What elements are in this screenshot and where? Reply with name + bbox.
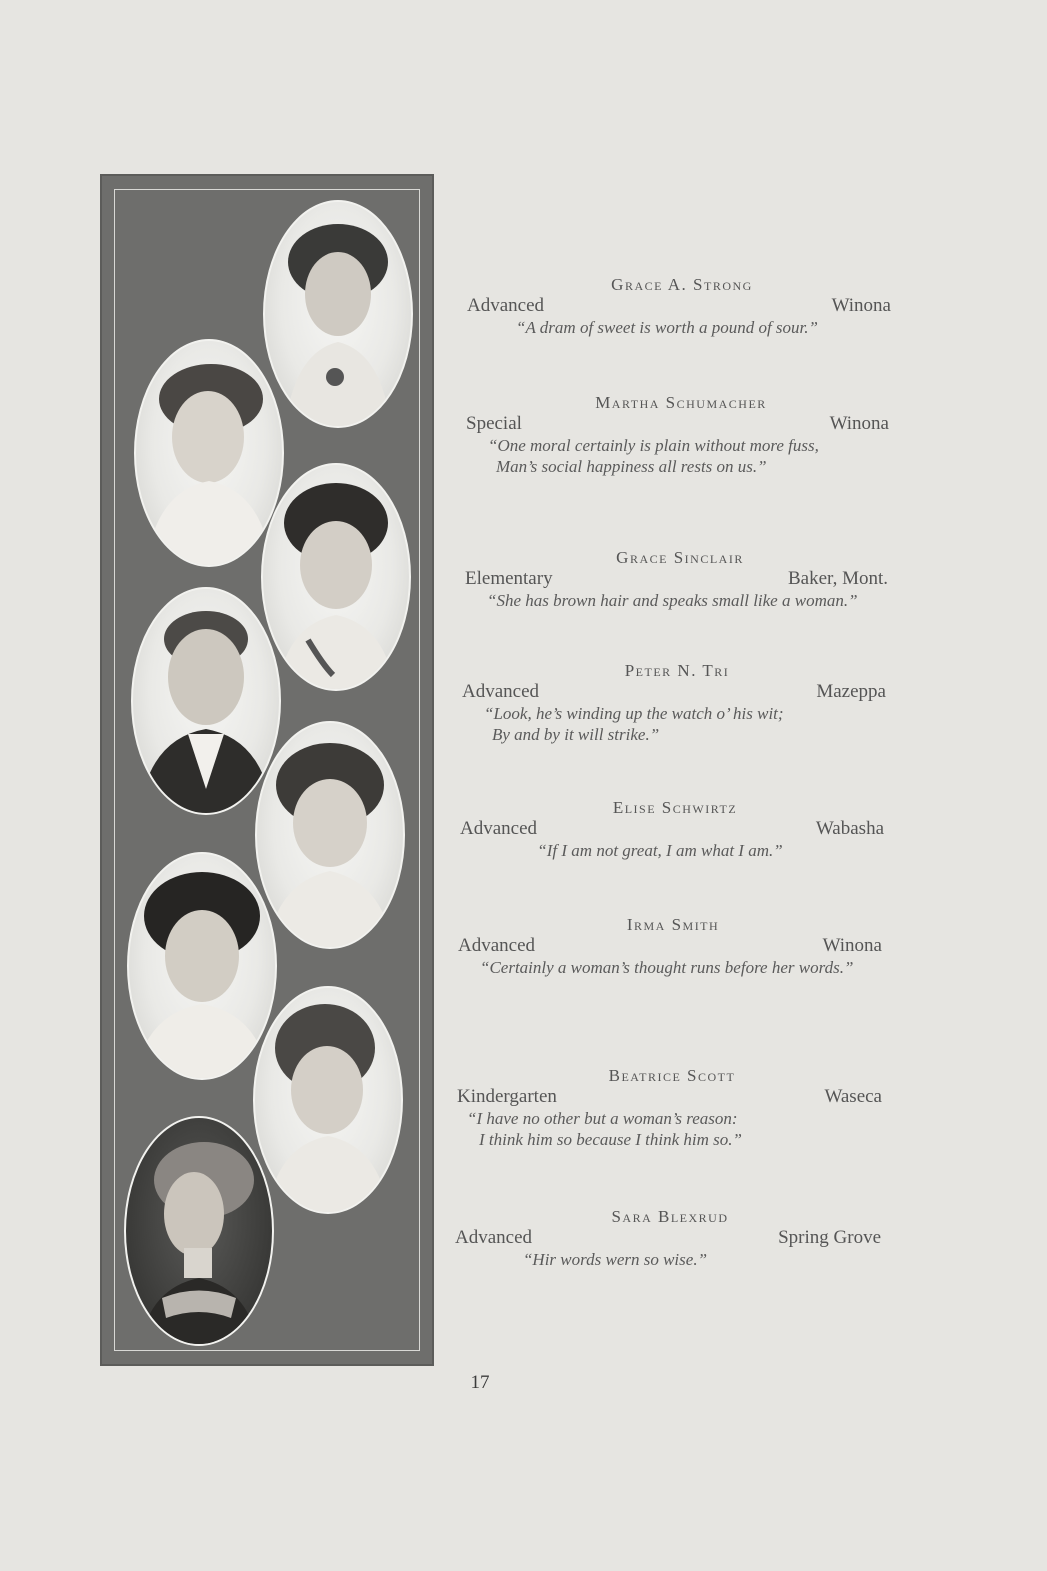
- student-hometown: Winona: [822, 935, 882, 956]
- student-info-row: [455, 1227, 881, 1249]
- student-hometown: Winona: [831, 295, 891, 316]
- student-name: Irma Smith: [626, 915, 720, 934]
- student-hometown: Baker, Mont.: [787, 568, 888, 589]
- entry-sara-blexrud: [455, 1207, 885, 1270]
- student-quote: [460, 840, 860, 861]
- student-course: Advanced: [462, 681, 540, 702]
- student-quote-line: “Hir words wern so wise.”: [522, 1250, 708, 1269]
- student-course: Advanced: [458, 935, 536, 956]
- student-name: Beatrice Scott: [608, 1066, 736, 1085]
- student-hometown: Wabasha: [815, 818, 884, 839]
- student-quote: [467, 317, 867, 338]
- portrait-grace-sinclair-image: [263, 465, 409, 689]
- student-name: Elise Schwirtz: [612, 798, 738, 817]
- entry-beatrice-scott: [457, 1066, 887, 1150]
- student-quote: [462, 703, 882, 745]
- student-course: Advanced: [455, 1227, 533, 1248]
- portrait-panel: [100, 174, 434, 1366]
- portrait-beatrice-scott: [253, 986, 403, 1214]
- student-quote: [457, 1108, 877, 1150]
- portrait-elise-schwirtz-image: [257, 723, 403, 947]
- student-info-row: [465, 568, 888, 590]
- student-course: Kindergarten: [457, 1086, 557, 1107]
- student-quote: [465, 590, 885, 611]
- portrait-martha-schumacher-image: [136, 341, 282, 565]
- portrait-grace-strong: [263, 200, 413, 428]
- student-quote-line: I think him so because I think him so.”: [479, 1130, 742, 1149]
- entry-grace-strong: [467, 275, 897, 338]
- student-quote-line: By and by it will strike.”: [492, 725, 660, 744]
- student-course: Elementary: [465, 568, 553, 589]
- student-name: Grace A. Strong: [611, 275, 753, 294]
- entry-irma-smith: [458, 915, 888, 978]
- student-info-row: [466, 413, 889, 435]
- portrait-peter-tri: [131, 587, 281, 815]
- entry-peter-tri: [462, 661, 892, 745]
- student-info-row: [462, 681, 886, 703]
- student-info-row: [460, 818, 884, 840]
- portrait-elise-schwirtz: [255, 721, 405, 949]
- student-course: Special: [466, 413, 522, 434]
- student-hometown: Spring Grove: [778, 1227, 881, 1248]
- portrait-beatrice-scott-image: [255, 988, 401, 1212]
- student-quote: [458, 957, 882, 978]
- student-quote-line: “Certainly a woman’s thought runs before her words.”: [480, 958, 854, 977]
- student-info-row: [458, 935, 882, 957]
- portrait-martha-schumacher: [134, 339, 284, 567]
- student-hometown: Winona: [829, 413, 889, 434]
- student-quote: [455, 1249, 775, 1270]
- portrait-peter-tri-image: [133, 589, 279, 813]
- entry-grace-sinclair: [465, 548, 895, 611]
- page-number: 17: [470, 1372, 490, 1393]
- student-quote-line: “I have no other but a woman’s reason:: [467, 1109, 738, 1128]
- student-info-row: [467, 295, 891, 317]
- student-name: Grace Sinclair: [616, 548, 744, 567]
- student-quote-line: “One moral certainly is plain without more fuss,: [488, 436, 819, 455]
- student-quote-line: “Look, he’s winding up the watch o’ his wit;: [484, 704, 784, 723]
- student-course: Advanced: [467, 295, 545, 316]
- portrait-irma-smith: [127, 852, 277, 1080]
- entry-elise-schwirtz: [460, 798, 890, 861]
- student-hometown: Mazeppa: [816, 681, 886, 702]
- student-quote-line: Man’s social happiness all rests on us.”: [496, 457, 767, 476]
- student-hometown: Waseca: [824, 1086, 882, 1107]
- student-quote-line: “She has brown hair and speaks small like a woman.”: [487, 591, 858, 610]
- student-quote-line: “If I am not great, I am what I am.”: [537, 841, 783, 860]
- portrait-sara-blexrud: [124, 1116, 274, 1346]
- portrait-irma-smith-image: [129, 854, 275, 1078]
- student-course: Advanced: [460, 818, 538, 839]
- student-name: Peter N. Tri: [624, 661, 730, 680]
- entry-martha-schumacher: [466, 393, 896, 477]
- student-info-row: [457, 1086, 882, 1108]
- portrait-grace-strong-image: [265, 202, 411, 426]
- student-name: Martha Schumacher: [595, 393, 767, 412]
- student-quote-line: “A dram of sweet is worth a pound of sour.”: [516, 318, 818, 337]
- portrait-sara-blexrud-image: [126, 1118, 272, 1344]
- student-quote: [466, 435, 886, 477]
- student-name: Sara Blexrud: [611, 1207, 729, 1226]
- portrait-grace-sinclair: [261, 463, 411, 691]
